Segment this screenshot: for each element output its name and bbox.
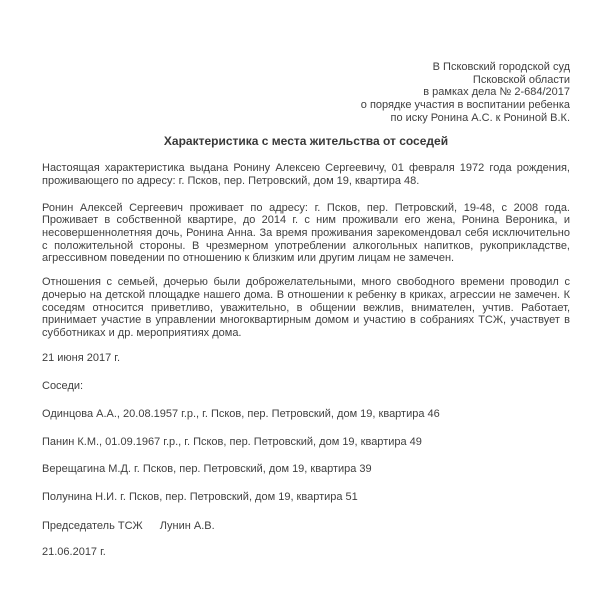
court-header-line: в рамках дела № 2-684/2017 — [423, 86, 570, 99]
date-written: 21 июня 2017 г. — [42, 351, 121, 364]
neighbor-entry: Одинцова А.А., 20.08.1957 г.р., г. Псков, пер. Петровский, дом 19, квартира 46 — [42, 408, 440, 421]
court-header-line: В Псковский городской суд — [432, 61, 570, 73]
paragraph-issued-to: Настоящая характеристика выдана Ронину Алексею Сергеевичу, 01 февраля 1972 года рождения, проживающего по адресу: г. Псков, пер. Петровский, дом 19, квартира 48. — [42, 162, 570, 187]
neighbor-entry: Панин К.М., 01.09.1967 г.р., г. Псков, пер. Петровский, дом 19, квартира 49 — [42, 435, 422, 448]
document-title: Характеристика с места жительства от соседей — [163, 133, 449, 148]
neighbor-entry: Полунина Н.И. г. Псков, пер. Петровский, дом 19, квартира 51 — [42, 491, 358, 504]
court-header-line: о порядке участия в воспитании ребенка — [360, 99, 570, 112]
court-header-block — [42, 61, 570, 125]
court-header-line: по иску Ронина А.С. к Рониной В.К. — [390, 111, 570, 124]
neighbors-label: Соседи: — [42, 380, 84, 393]
court-header-line: Псковской области — [472, 73, 570, 86]
signature-name: Лунин А.В. — [159, 519, 215, 532]
signature-row — [42, 520, 570, 533]
paragraph-residence-conduct: Ронин Алексей Сергеевич проживает по адресу: г. Псков, пер. Петровский, 19-48, с 2008 года. Проживает в собственной квартире, до 2014 г. с ним проживали его жена, Ронина Вероника, и несовершеннолетняя дочь, Ронина Анна. За время проживания зарекомендовал себя исключительно с положительной стороны. В чрезмерном употреблении алкогольных напитков, рукоприкладстве, агрессивном поведении по отношению к близким или другим лицам не замечен. — [42, 201, 570, 265]
signature-role: Председатель ТСЖ — [42, 519, 143, 532]
paragraph-family-relations: Отношения с семьей, дочерью были доброжелательными, много свободного времени проводил с дочерью на детской площадке нашего дома. В отношении к ребенку в криках, агрессии не замечен. К соседям относится приветливо, уважительно, в общении вежлив, внимателен, учтив. Работает, принимает участие в управлении многоквартирным домом и участию в собраниях ТСЖ, участвует в субботниках и др. мероприятиях дома. — [42, 276, 570, 339]
neighbor-entry: Верещагина М.Д. г. Псков, пер. Петровский, дом 19, квартира 39 — [42, 463, 372, 476]
date-signed: 21.06.2017 г. — [42, 545, 106, 558]
